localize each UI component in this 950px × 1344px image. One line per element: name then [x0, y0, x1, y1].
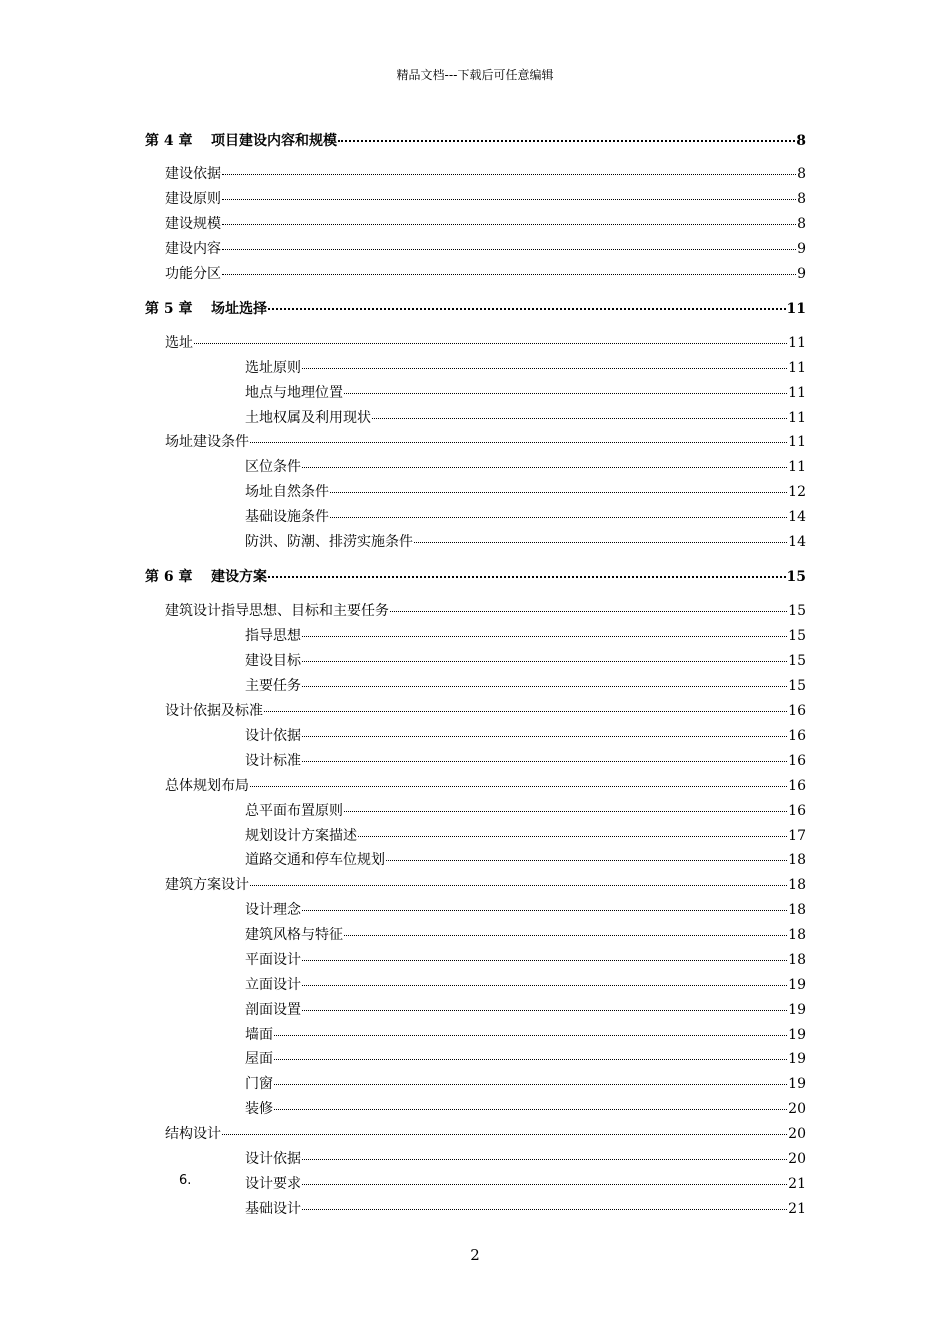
dot-leader — [302, 1009, 787, 1011]
toc-entry[interactable] — [165, 775, 806, 795]
dot-leader — [344, 934, 787, 936]
dot-leader — [302, 1208, 787, 1210]
dot-leader — [302, 760, 787, 762]
toc-page-number: 19 — [788, 1051, 806, 1067]
dot-leader — [302, 466, 787, 468]
toc-page-number: 20 — [788, 1151, 806, 1167]
toc-entry-title: 建设目标 — [245, 653, 301, 669]
dot-leader — [302, 635, 787, 637]
dot-leader — [222, 198, 796, 200]
toc-page-number: 11 — [788, 360, 806, 376]
toc-page-number: 15 — [788, 653, 806, 669]
toc-page-number: 11 — [788, 459, 806, 475]
toc-page-number: 14 — [788, 534, 806, 550]
dot-leader — [390, 610, 787, 612]
dot-leader — [302, 1183, 787, 1185]
toc-page-number: 20 — [788, 1126, 806, 1142]
toc-page-number: 15 — [788, 678, 806, 694]
toc-page-number: 19 — [788, 1027, 806, 1043]
toc-page-number: 15 — [788, 628, 806, 644]
toc-page-number: 9 — [797, 241, 806, 257]
toc-entry[interactable] — [245, 849, 806, 869]
toc-entry-title: 建设内容 — [165, 241, 221, 257]
toc-entry-title: 基础设计 — [245, 1201, 301, 1217]
toc-entry-title: 立面设计 — [245, 977, 301, 993]
toc-entry[interactable] — [245, 407, 806, 427]
toc-entry-title: 门窗 — [245, 1076, 273, 1092]
toc-entry[interactable] — [165, 188, 806, 208]
dot-leader — [330, 491, 787, 493]
toc-page-number: 16 — [788, 778, 806, 794]
dot-leader — [274, 1108, 787, 1110]
dot-leader — [264, 710, 787, 712]
toc-entry-title: 建筑设计指导思想、目标和主要任务 — [165, 603, 389, 619]
toc-entry[interactable] — [245, 1073, 806, 1093]
toc-chapter-entry[interactable] — [145, 298, 806, 318]
toc-page-number: 11 — [788, 385, 806, 401]
toc-entry-title: 建设原则 — [165, 191, 221, 207]
toc-entry-title: 总平面布置原则 — [245, 803, 343, 819]
toc-entry[interactable] — [245, 625, 806, 645]
dot-leader — [302, 685, 787, 687]
toc-entry-title — [145, 130, 337, 150]
toc-entry[interactable] — [245, 456, 806, 476]
toc-chapter-label: 第 5 章 — [145, 301, 193, 317]
toc-entry[interactable] — [245, 1048, 806, 1068]
page-number: 2 — [470, 1246, 480, 1264]
toc-chapter-label: 第 4 章 — [145, 133, 193, 149]
toc-entry[interactable] — [245, 949, 806, 969]
toc-entry-title: 建设规模 — [165, 216, 221, 232]
dot-leader — [222, 173, 796, 175]
toc-entry[interactable] — [245, 357, 806, 377]
toc-entry-title: 结构设计 — [165, 1126, 221, 1142]
toc-page-number: 19 — [788, 977, 806, 993]
toc-page-number: 19 — [788, 1002, 806, 1018]
toc-entry[interactable] — [245, 531, 806, 551]
toc-page-number: 21 — [788, 1201, 806, 1217]
toc-entry[interactable] — [165, 263, 806, 283]
toc-page-number: 9 — [797, 266, 806, 282]
toc-entry-title: 建设依据 — [165, 166, 221, 182]
toc-page-number: 18 — [788, 902, 806, 918]
dot-leader — [268, 575, 786, 578]
toc-entry-title: 屋面 — [245, 1051, 273, 1067]
toc-entry-title: 设计依据 — [245, 728, 301, 744]
dot-leader — [344, 392, 787, 394]
dot-leader — [274, 1034, 787, 1036]
toc-page-number: 16 — [788, 803, 806, 819]
toc-entry[interactable] — [245, 750, 806, 770]
dot-leader — [302, 660, 787, 662]
toc-chapter-label: 第 6 章 — [145, 569, 193, 585]
dot-leader — [344, 810, 787, 812]
toc-page-number: 12 — [788, 484, 806, 500]
toc-chapter-entry[interactable] — [145, 130, 806, 150]
toc-entry[interactable] — [165, 600, 806, 620]
toc-page-number: 14 — [788, 509, 806, 525]
toc-entry-title: 设计依据及标准 — [165, 703, 263, 719]
toc-entry-title: 区位条件 — [245, 459, 301, 475]
toc-entry-title: 土地权属及利用现状 — [245, 410, 371, 426]
toc-chapter-title: 项目建设内容和规模 — [211, 133, 337, 149]
toc-entry[interactable] — [165, 1123, 806, 1143]
toc-entry[interactable] — [179, 1173, 806, 1193]
toc-page-number: 18 — [788, 852, 806, 868]
toc-entry-number: 6. — [179, 1173, 192, 1188]
toc-page-number: 11 — [788, 434, 806, 450]
dot-leader — [302, 959, 787, 961]
toc-entry-title: 剖面设置 — [245, 1002, 301, 1018]
toc-page-number: 21 — [788, 1176, 806, 1192]
toc-entry[interactable] — [165, 700, 806, 720]
toc-entry-title: 设计标准 — [245, 753, 301, 769]
toc-entry[interactable] — [245, 899, 806, 919]
toc-entry-title — [145, 298, 267, 318]
toc-entry[interactable] — [165, 213, 806, 233]
toc-entry-title: 防洪、防潮、排涝实施条件 — [245, 534, 413, 550]
dot-leader — [338, 139, 795, 142]
dot-leader — [386, 859, 787, 861]
toc-page-number: 16 — [788, 753, 806, 769]
toc-entry-title: 场址自然条件 — [245, 484, 329, 500]
toc-page-number: 8 — [797, 166, 806, 182]
toc-entry-title: 设计要求 — [245, 1176, 301, 1192]
toc-page-number: 8 — [796, 133, 806, 149]
toc-entry-title: 主要任务 — [245, 678, 301, 694]
toc-page-number: 20 — [788, 1101, 806, 1117]
toc-entry[interactable] — [245, 675, 806, 695]
dot-leader — [250, 785, 787, 787]
toc-entry[interactable] — [245, 999, 806, 1019]
dot-leader — [372, 417, 787, 419]
toc-page-number: 16 — [788, 703, 806, 719]
toc-entry-title: 墙面 — [245, 1027, 273, 1043]
dot-leader — [222, 223, 796, 225]
toc-page-number: 19 — [788, 1076, 806, 1092]
toc-page-number: 16 — [788, 728, 806, 744]
toc-entry-title: 规划设计方案描述 — [245, 828, 357, 844]
toc-entry[interactable] — [245, 1098, 806, 1118]
toc-page-number: 18 — [788, 877, 806, 893]
toc-entry[interactable] — [245, 800, 806, 820]
page-header: 精品文档---下载后可任意编辑 — [396, 68, 554, 82]
toc-page-number: 8 — [797, 216, 806, 232]
dot-leader — [302, 1158, 787, 1160]
toc-entry-title: 装修 — [245, 1101, 273, 1117]
toc-entry[interactable] — [245, 650, 806, 670]
dot-leader — [250, 441, 787, 443]
toc-entry[interactable] — [245, 382, 806, 402]
toc-page-number: 8 — [797, 191, 806, 207]
toc-page-number: 15 — [786, 569, 806, 585]
toc-entry[interactable] — [245, 974, 806, 994]
dot-leader — [274, 1083, 787, 1085]
dot-leader — [330, 516, 787, 518]
dot-leader — [194, 342, 787, 344]
toc-chapter-entry[interactable] — [145, 566, 806, 586]
toc-entry-title: 设计理念 — [245, 902, 301, 918]
toc-entry[interactable] — [245, 1024, 806, 1044]
toc-entry[interactable] — [245, 481, 806, 501]
dot-leader — [268, 307, 786, 310]
toc-chapter-title: 建设方案 — [211, 569, 267, 585]
toc-entry[interactable] — [245, 924, 806, 944]
dot-leader — [250, 884, 787, 886]
toc-entry-title: 设计依据 — [245, 1151, 301, 1167]
toc-page-number: 18 — [788, 952, 806, 968]
toc-entry[interactable] — [165, 874, 806, 894]
toc-entry[interactable] — [245, 725, 806, 745]
toc-entry[interactable] — [165, 431, 806, 451]
toc-entry[interactable] — [165, 163, 806, 183]
toc-page-number: 11 — [786, 301, 806, 317]
dot-leader — [274, 1058, 787, 1060]
toc-entry[interactable] — [245, 825, 806, 845]
dot-leader — [414, 541, 787, 543]
toc-page-number: 17 — [788, 828, 806, 844]
dot-leader — [302, 909, 787, 911]
toc-entry-title: 基础设施条件 — [245, 509, 329, 525]
toc-page-number: 18 — [788, 927, 806, 943]
toc-entry-title: 总体规划布局 — [165, 778, 249, 794]
dot-leader — [222, 248, 796, 250]
dot-leader — [302, 735, 787, 737]
dot-leader — [302, 367, 787, 369]
toc-page-number: 11 — [788, 335, 806, 351]
toc-entry-title: 功能分区 — [165, 266, 221, 282]
toc-chapter-title: 场址选择 — [211, 301, 267, 317]
toc-entry-title: 选址原则 — [245, 360, 301, 376]
toc-entry[interactable] — [165, 238, 806, 258]
toc-page-number: 15 — [788, 603, 806, 619]
toc-entry-title: 道路交通和停车位规划 — [245, 852, 385, 868]
dot-leader — [358, 835, 787, 837]
toc-entry[interactable] — [165, 332, 806, 352]
toc-entry[interactable] — [245, 1198, 806, 1218]
toc-entry-title: 场址建设条件 — [165, 434, 249, 450]
toc-entry[interactable] — [245, 506, 806, 526]
toc-entry-title: 选址 — [165, 335, 193, 351]
toc-entry-title — [145, 566, 267, 586]
toc-entry-title: 地点与地理位置 — [245, 385, 343, 401]
toc-entry-title: 建筑方案设计 — [165, 877, 249, 893]
toc-entry-title: 平面设计 — [245, 952, 301, 968]
dot-leader — [302, 984, 787, 986]
dot-leader — [222, 1133, 787, 1135]
toc-entry-title: 建筑风格与特征 — [245, 927, 343, 943]
toc-page-number: 11 — [788, 410, 806, 426]
toc-entry-title: 指导思想 — [245, 628, 301, 644]
toc-entry[interactable] — [245, 1148, 806, 1168]
dot-leader — [222, 273, 796, 275]
